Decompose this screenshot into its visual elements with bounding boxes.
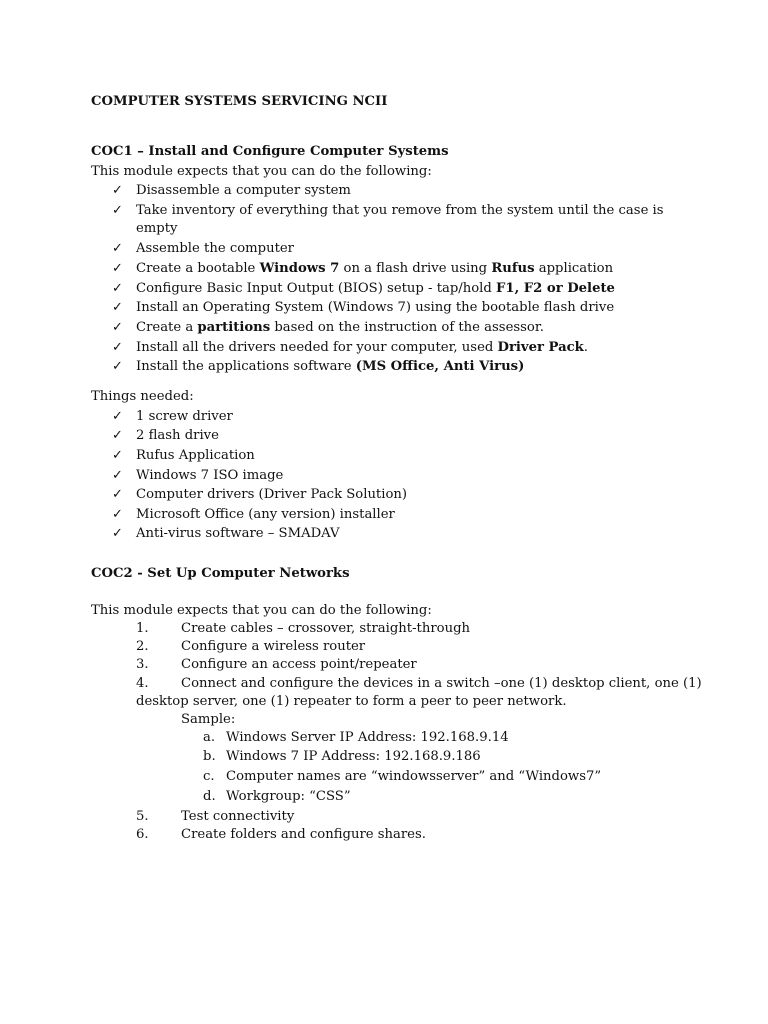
sample-label: Sample: <box>181 712 236 727</box>
list-item-text: Create a partitions based on the instruction of the assessor. <box>136 320 544 335</box>
checkmark-icon: ✓ <box>112 320 123 335</box>
item-letter: a. <box>203 730 216 745</box>
item-letter: c. <box>203 769 215 784</box>
step-text: Connect and configure the devices in a switch –one (1) desktop client, one (1) <box>181 676 702 691</box>
step-text: Configure an access point/repeater <box>181 657 417 672</box>
checkmark-icon: ✓ <box>112 241 123 256</box>
checkmark-icon: ✓ <box>112 340 123 355</box>
list-item-text: Disassemble a computer system <box>136 183 351 198</box>
checkmark-icon: ✓ <box>112 428 123 443</box>
checkmark-icon: ✓ <box>112 300 123 315</box>
step-number: 6. <box>136 827 149 842</box>
step-number: 5. <box>136 809 149 824</box>
document-title: COMPUTER SYSTEMS SERVICING NCII <box>91 94 388 109</box>
checkmark-icon: ✓ <box>112 468 123 483</box>
list-item-text: 1 screw driver <box>136 409 233 424</box>
checkmark-icon: ✓ <box>112 409 123 424</box>
things-needed-heading: Things needed: <box>91 389 194 404</box>
list-item-text: Create a bootable Windows 7 on a flash drive using Rufus application <box>136 261 614 276</box>
step-number: 3. <box>136 657 149 672</box>
step-text: Configure a wireless router <box>181 639 366 654</box>
checkmark-icon: ✓ <box>112 183 123 198</box>
list-item-text: Anti-virus software – SMADAV <box>136 526 340 541</box>
list-item-text: 2 flash drive <box>136 428 219 443</box>
list-item-text: Install the applications software (MS Office, Anti Virus) <box>136 359 525 374</box>
list-item-text: Microsoft Office (any version) installer <box>136 507 395 522</box>
list-item-text: Assemble the computer <box>136 241 294 256</box>
item-text: Workgroup: “CSS” <box>226 789 351 804</box>
checkmark-icon: ✓ <box>112 203 123 218</box>
item-letter: b. <box>203 749 216 764</box>
list-item-text: Computer drivers (Driver Pack Solution) <box>136 487 408 502</box>
step-number: 4. <box>136 676 149 691</box>
list-item-text: Install all the drivers needed for your computer, used Driver Pack. <box>136 340 588 355</box>
list-item-text: empty <box>136 221 178 236</box>
checkmark-icon: ✓ <box>112 261 123 276</box>
list-item-text: Take inventory of everything that you remove from the system until the case is <box>136 203 664 218</box>
item-text: Computer names are “windowsserver” and “Windows7” <box>226 769 602 784</box>
coc1-intro: This module expects that you can do the following: <box>91 164 432 179</box>
coc2-heading: COC2 - Set Up Computer Networks <box>91 566 350 581</box>
list-item-text: Install an Operating System (Windows 7) using the bootable flash drive <box>136 300 615 315</box>
step-text: Create cables – crossover, straight-through <box>181 621 471 636</box>
coc1-heading: COC1 – Install and Configure Computer Systems <box>91 144 449 159</box>
step-number: 2. <box>136 639 149 654</box>
step-text: Test connectivity <box>181 809 295 824</box>
checkmark-icon: ✓ <box>112 487 123 502</box>
checkmark-icon: ✓ <box>112 526 123 541</box>
item-text: Windows 7 IP Address: 192.168.9.186 <box>226 749 481 764</box>
coc2-intro: This module expects that you can do the following: <box>91 603 432 618</box>
list-item-text: Windows 7 ISO image <box>136 468 284 483</box>
list-item-text: Configure Basic Input Output (BIOS) setup - tap/hold F1, F2 or Delete <box>136 281 615 296</box>
checkmark-icon: ✓ <box>112 448 123 463</box>
step-text: Create folders and configure shares. <box>181 827 426 842</box>
step-text: desktop server, one (1) repeater to form a peer to peer network. <box>136 694 567 709</box>
checkmark-icon: ✓ <box>112 281 123 296</box>
step-number: 1. <box>136 621 149 636</box>
checkmark-icon: ✓ <box>112 359 123 374</box>
item-text: Windows Server IP Address: 192.168.9.14 <box>226 730 509 745</box>
list-item-text: Rufus Application <box>136 448 255 463</box>
item-letter: d. <box>203 789 216 804</box>
checkmark-icon: ✓ <box>112 507 123 522</box>
